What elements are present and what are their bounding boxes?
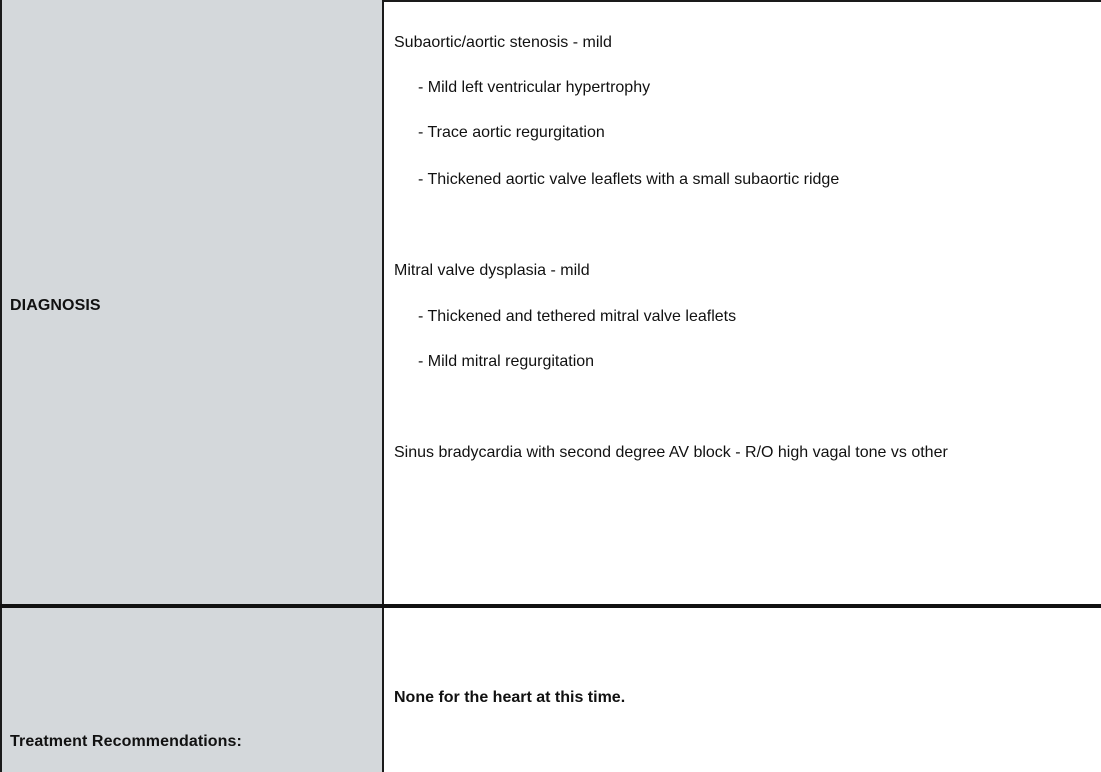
diagnosis-heading-aortic-stenosis: Subaortic/aortic stenosis - mild	[394, 34, 612, 51]
diagnosis-item: - Thickened and tethered mitral valve leaflets	[418, 308, 737, 325]
treatment-label-cell	[0, 608, 384, 772]
diagnosis-label-cell	[0, 0, 384, 605]
diagnosis-item: - Thickened aortic valve leaflets with a small subaortic ridge	[418, 171, 840, 188]
diagnosis-heading-mitral-dysplasia: Mitral valve dysplasia - mild	[394, 262, 590, 279]
treatment-text: None for the heart at this time.	[394, 689, 626, 706]
diagnosis-item: - Mild mitral regurgitation	[418, 353, 595, 370]
diagnosis-item: - Mild left ventricular hypertrophy	[418, 79, 651, 96]
diagnosis-item: - Trace aortic regurgitation	[418, 124, 605, 141]
treatment-content-cell	[386, 608, 1101, 772]
diagnosis-label: DIAGNOSIS	[10, 297, 101, 314]
diagnosis-content-cell	[386, 0, 1101, 604]
diagnosis-heading-sinus-bradycardia: Sinus bradycardia with second degree AV block - R/O high vagal tone vs other	[394, 444, 948, 461]
treatment-label: Treatment Recommendations:	[10, 733, 242, 750]
